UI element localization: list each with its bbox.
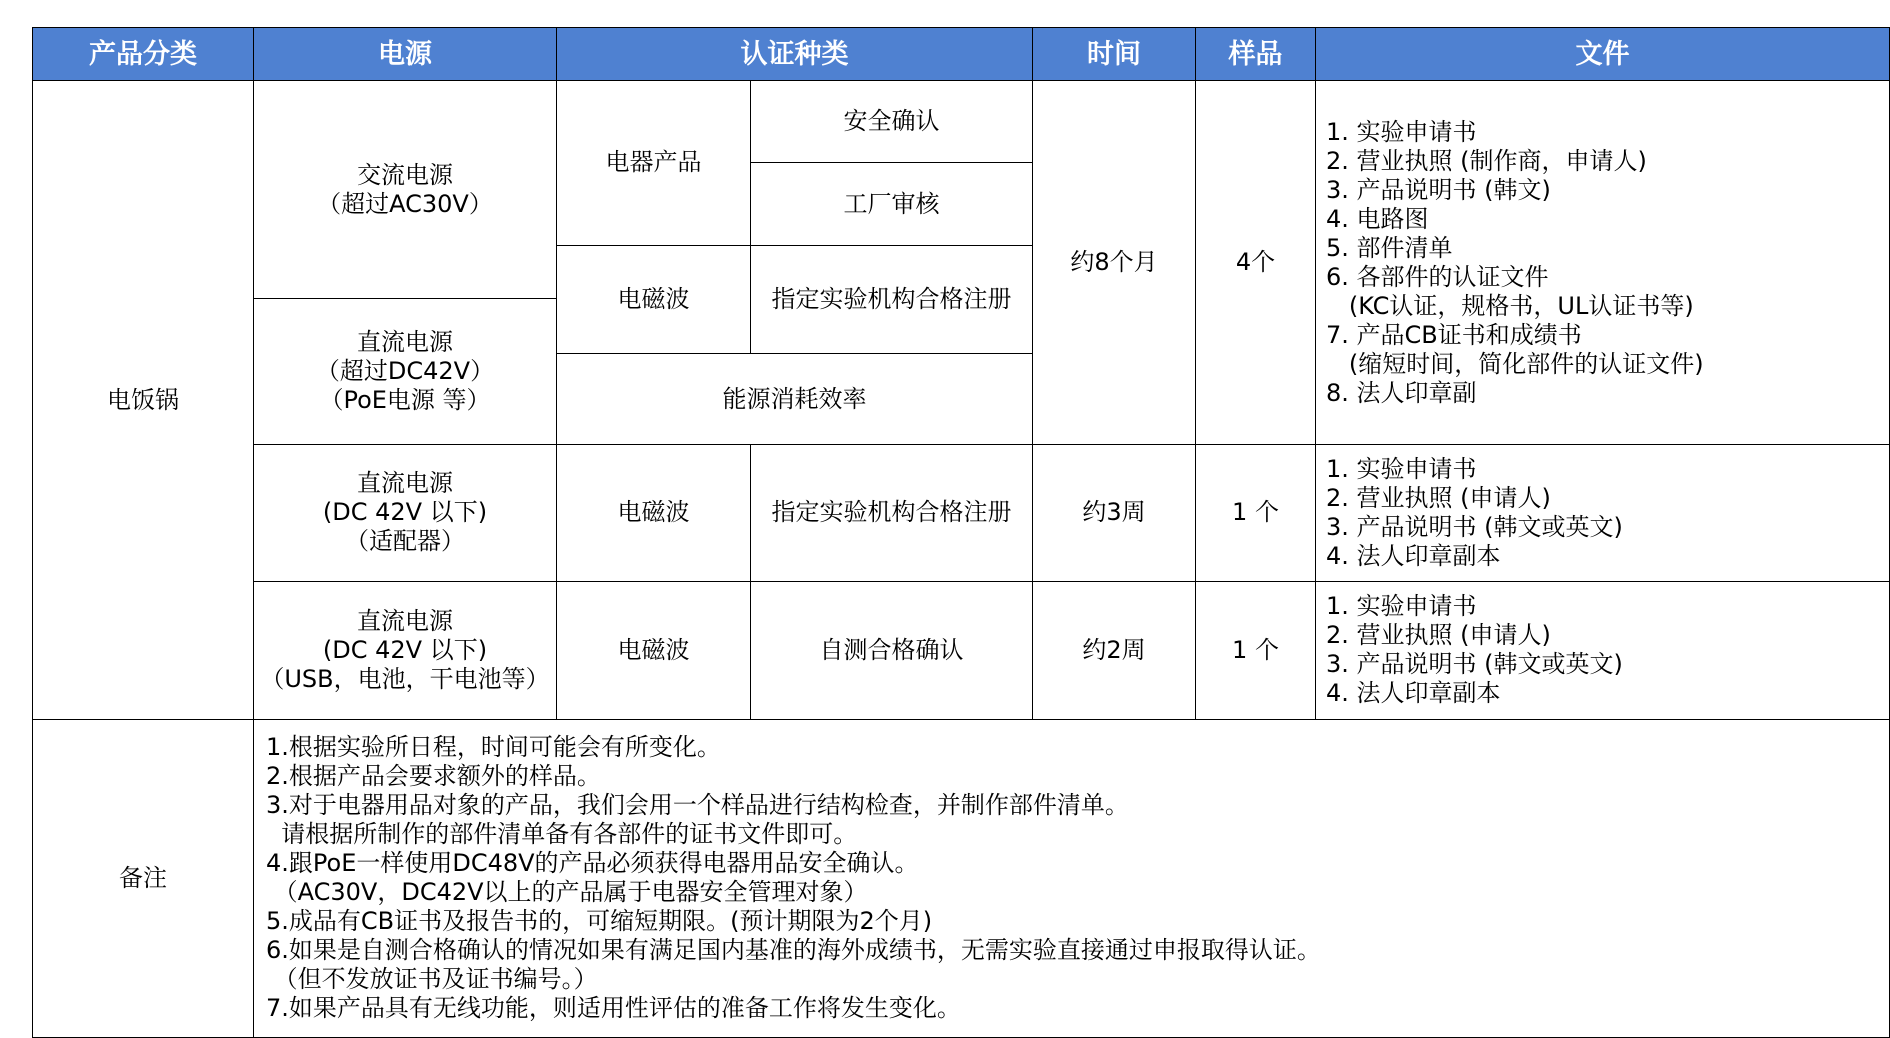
header-power: 电源 [254,28,557,81]
power-dc-line: （PoE电源 等） [319,385,491,414]
cert-energy-cell: 能源消耗效率 [557,354,1033,444]
note-line: （但不发放证书及证书编号。） [266,965,598,994]
power-line: (DC 42V 以下) [322,498,488,527]
power-line: （USB，电池，干电池等） [260,664,550,693]
header-cert-type: 认证种类 [557,28,1033,81]
files-cell [1316,444,1890,582]
file-item: 5. 部件清单 [1326,233,1453,262]
certification-table [32,27,1890,1038]
power-line: (DC 42V 以下) [322,635,488,664]
power-ac-cell [254,81,557,299]
header-files: 文件 [1316,28,1890,81]
files-cell [1316,81,1890,444]
time-cell: 约3周 [1033,444,1196,582]
table-row [33,81,1890,163]
power-line: 直流电源 [357,606,453,635]
note-line: 1.根据实验所日程，时间可能会有所变化。 [266,733,721,762]
power-cell [254,582,557,720]
cert-emc-reg-cell: 指定实验机构合格注册 [751,245,1033,354]
note-line: 3.对于电器用品对象的产品，我们会用一个样品进行结构检查，并制作部件清单。 [266,791,1129,820]
time-cell: 约8个月 [1033,81,1196,444]
power-dc-line: （超过DC42V） [315,356,495,385]
notes-cell [254,719,1890,1037]
cert-detail-cell: 自测合格确认 [751,582,1033,720]
power-ac-line: 交流电源 [357,160,453,189]
file-item: 8. 法人印章副 [1326,378,1477,407]
file-item: 6. 各部件的认证文件 [1326,262,1549,291]
sample-cell: 1 个 [1196,582,1316,720]
file-item: 4. 法人印章副本 [1326,679,1501,708]
notes-label: 备注 [33,719,254,1037]
file-item: 2. 营业执照 (申请人) [1326,483,1551,512]
power-line: 直流电源 [357,469,453,498]
file-item: 3. 产品说明书 (韩文或英文) [1326,650,1623,679]
product-category-cell: 电饭锅 [33,81,254,719]
cert-type-cell: 电磁波 [557,444,751,582]
note-line: 6.如果是自测合格确认的情况如果有满足国内基准的海外成绩书，无需实验直接通过申报取得认证。 [266,936,1321,965]
note-line: 7.如果产品具有无线功能，则适用性评估的准备工作将发生变化。 [266,994,961,1023]
cert-safety-cell: 安全确认 [751,81,1033,163]
note-line: 5.成品有CB证书及报告书的，可缩短期限。(预计期限为2个月) [266,907,933,936]
file-item: 2. 营业执照 (制作商，申请人) [1326,146,1647,175]
file-item: 1. 实验申请书 [1326,592,1477,621]
file-item: 2. 营业执照 (申请人) [1326,621,1551,650]
note-line: 2.根据产品会要求额外的样品。 [266,762,601,791]
file-item: (缩短时间，简化部件的认证文件) [1326,349,1704,378]
file-item: 1. 实验申请书 [1326,454,1477,483]
table-row [33,582,1890,720]
power-dc-cell [254,298,557,444]
table-row [33,444,1890,582]
header-category: 产品分类 [33,28,254,81]
sample-cell: 1 个 [1196,444,1316,582]
file-item: 4. 电路图 [1326,204,1429,233]
file-item: (KC认证，规格书，UL认证书等) [1326,291,1694,320]
notes-row [33,719,1890,1037]
cert-detail-cell: 指定实验机构合格注册 [751,444,1033,582]
power-cell [254,444,557,582]
cert-emc-cell: 电磁波 [557,245,751,354]
power-dc-line: 直流电源 [357,327,453,356]
header-sample: 样品 [1196,28,1316,81]
file-item: 3. 产品说明书 (韩文或英文) [1326,512,1623,541]
file-item: 1. 实验申请书 [1326,117,1477,146]
file-item: 4. 法人印章副本 [1326,541,1501,570]
cert-electric-cell: 电器产品 [557,81,751,245]
power-line: （适配器） [345,527,465,556]
cert-type-cell: 电磁波 [557,582,751,720]
sample-cell: 4个 [1196,81,1316,444]
file-item: 7. 产品CB证书和成绩书 [1326,320,1582,349]
note-line: （AC30V，DC42V以上的产品属于电器安全管理对象） [266,878,868,907]
header-time: 时间 [1033,28,1196,81]
file-item: 3. 产品说明书 (韩文) [1326,175,1551,204]
time-cell: 约2周 [1033,582,1196,720]
files-cell [1316,582,1890,720]
note-line: 请根据所制作的部件清单备有各部件的证书文件即可。 [266,820,858,849]
cert-factory-cell: 工厂审核 [751,163,1033,245]
power-ac-line: （超过AC30V） [317,189,493,218]
header-row [33,28,1890,81]
note-line: 4.跟PoE一样使用DC48V的产品必须获得电器用品安全确认。 [266,849,919,878]
